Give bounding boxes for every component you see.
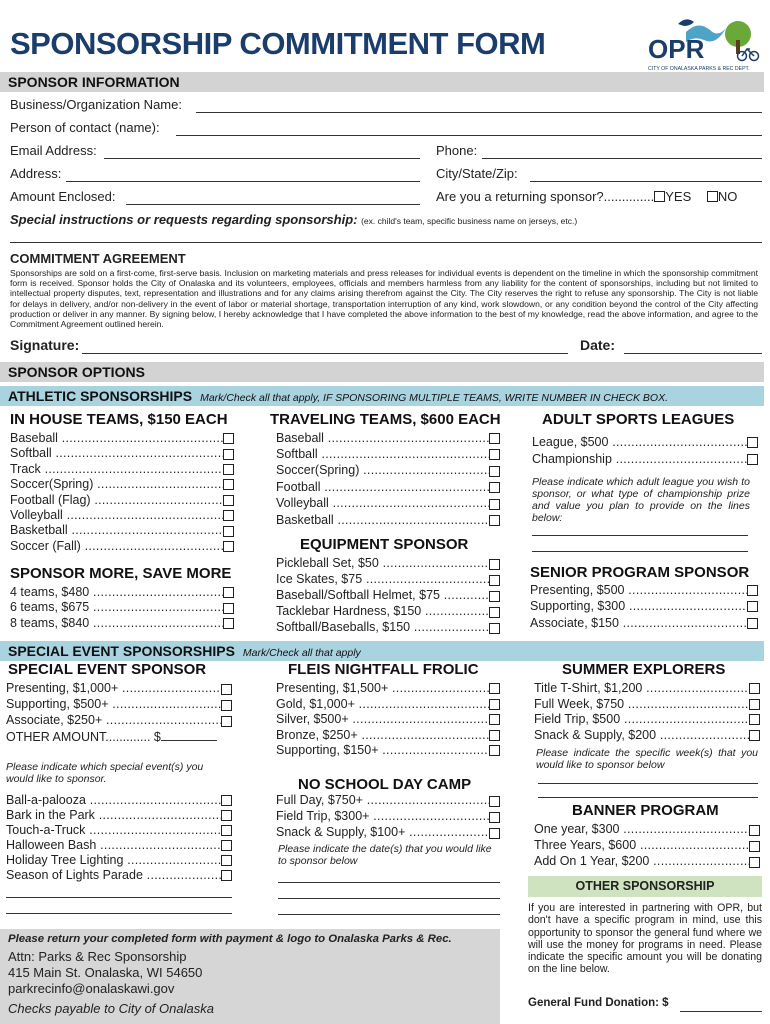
summer-line-1[interactable] <box>538 783 758 784</box>
adult-list <box>532 434 758 468</box>
checkbox[interactable] <box>489 730 500 741</box>
event-note: Please indicate which special event(s) you would like to sponsor. <box>6 761 204 785</box>
banner-title: BANNER PROGRAM <box>572 802 719 819</box>
no-checkbox[interactable] <box>707 191 718 202</box>
summer-fieldtrip[interactable]: Field Trip, $500 ..... <box>534 712 760 728</box>
inhouse-list <box>10 431 234 554</box>
checkbox[interactable] <box>489 575 500 586</box>
more-list <box>10 585 234 631</box>
checkbox[interactable] <box>221 870 232 881</box>
checkbox[interactable] <box>223 541 234 552</box>
general-fund-field[interactable] <box>680 1011 762 1012</box>
checkbox[interactable] <box>221 825 232 836</box>
checkbox[interactable] <box>221 716 232 727</box>
sponsor-options-header: SPONSOR OPTIONS <box>0 362 764 382</box>
checks-payable: Checks payable to City of Onalaska <box>8 1001 214 1016</box>
banner-list <box>534 822 760 870</box>
other-sponsorship-header: OTHER SPONSORSHIP <box>528 876 762 897</box>
senior-presenting[interactable]: Presenting, $500 ..... <box>530 582 758 599</box>
inhouse-soccer-spring[interactable]: Soccer(Spring) ..... <box>10 477 234 492</box>
more-title: SPONSOR MORE, SAVE MORE <box>10 565 232 582</box>
inhouse-title: IN HOUSE TEAMS, $150 EACH <box>10 411 228 428</box>
checkbox[interactable] <box>489 812 500 823</box>
checkbox[interactable] <box>489 745 500 756</box>
checkbox[interactable] <box>221 684 232 695</box>
summer-fullweek[interactable]: Full Week, $750 ..... <box>534 697 760 713</box>
special-header: SPECIAL EVENT SPONSORSHIPS Mark/Check all that apply <box>0 641 764 661</box>
agreement-header: COMMITMENT AGREEMENT <box>10 251 186 266</box>
email-field[interactable] <box>104 158 420 159</box>
email-label: Email Address: <box>10 143 97 158</box>
traveling-softball[interactable]: Softball ..... <box>276 446 500 463</box>
checkbox[interactable] <box>489 559 500 570</box>
fleis-gold[interactable]: Gold, $1,000+ ..... <box>276 697 500 713</box>
other-sponsorship-text: If you are interested in partnering with OPR, but don't have a specific program in mind, use this opportunity to sponsor the general fund where we will use the money for programs in need. Please indicate the specific amount you will be donating on the line below. <box>528 902 762 976</box>
phone-field[interactable] <box>482 158 762 159</box>
other-amount-field[interactable] <box>161 730 217 741</box>
checkbox[interactable] <box>223 479 234 490</box>
equipment-skates[interactable]: Ice Skates, $75 ..... <box>276 572 500 588</box>
event-halloween[interactable]: Halloween Bash ..... <box>6 838 232 853</box>
checkbox[interactable] <box>489 515 500 526</box>
checkbox[interactable] <box>749 857 760 868</box>
traveling-soccer[interactable]: Soccer(Spring) ..... <box>276 463 500 480</box>
return-email[interactable]: parkrecinfo@onalaskawi.gov <box>8 981 175 996</box>
banner-three-years[interactable]: Three Years, $600 ..... <box>534 838 760 854</box>
date-field[interactable] <box>624 353 762 354</box>
amount-field[interactable] <box>126 204 420 205</box>
fleis-supporting[interactable]: Supporting, $150+ ..... <box>276 743 500 759</box>
banner-one-year[interactable]: One year, $300 ..... <box>534 822 760 838</box>
address-field[interactable] <box>66 181 420 182</box>
signature-field[interactable] <box>82 353 568 354</box>
checkbox[interactable] <box>221 840 232 851</box>
checkbox[interactable] <box>221 700 232 711</box>
checkbox[interactable] <box>489 482 500 493</box>
inhouse-basketball[interactable]: Basketball ..... <box>10 523 234 538</box>
fleis-list <box>276 681 500 759</box>
checkbox[interactable] <box>489 828 500 839</box>
summer-title: SUMMER EXPLORERS <box>562 661 726 678</box>
fleis-presenting[interactable]: Presenting, $1,500+ ..... <box>276 681 500 697</box>
adult-note: Please indicate which adult league you wish to sponsor, or what type of championship prize and value you plan to provide on the lines below: <box>532 476 750 524</box>
contact-label: Person of contact (name): <box>10 120 160 135</box>
inhouse-soccer-fall[interactable]: Soccer (Fall) ..... <box>10 539 234 554</box>
adult-line-1[interactable] <box>532 535 748 536</box>
noschool-note: Please indicate the date(s) that you would like to sponsor below <box>278 843 492 867</box>
event-associate[interactable]: Associate, $250+ ..... <box>6 713 232 729</box>
checkbox[interactable] <box>749 683 760 694</box>
noschool-line-2[interactable] <box>278 898 500 899</box>
return-instructions: Please return your completed form with payment & logo to Onalaska Parks & Rec. <box>8 933 452 945</box>
return-box <box>0 929 500 1024</box>
summer-tshirt[interactable]: Title T-Shirt, $1,200 ..... <box>534 681 760 697</box>
event-touch-truck[interactable]: Touch-a-Truck ..... <box>6 823 232 838</box>
logo-text: OPR <box>648 34 705 64</box>
inhouse-softball[interactable]: Softball ..... <box>10 446 234 461</box>
business-field[interactable] <box>196 112 762 113</box>
equipment-balls[interactable]: Softball/Baseballs, $150 ..... <box>276 620 500 636</box>
checkbox[interactable] <box>223 510 234 521</box>
event-title: SPECIAL EVENT SPONSOR <box>8 661 207 678</box>
returning-label: Are you a returning sponsor?.............. YES NO <box>436 189 738 204</box>
page-title: SPONSORSHIP COMMITMENT FORM <box>10 26 546 61</box>
checkbox[interactable] <box>747 585 758 596</box>
event-bark[interactable]: Bark in the Park ..... <box>6 808 232 823</box>
more-6-teams[interactable]: 6 teams, $675 ..... <box>10 600 234 615</box>
event-line-2[interactable] <box>6 913 232 914</box>
checkbox[interactable] <box>489 623 500 634</box>
checkbox[interactable] <box>221 795 232 806</box>
event-line-1[interactable] <box>6 897 232 898</box>
noschool-snack[interactable]: Snack & Supply, $100+ ..... <box>276 825 500 841</box>
senior-associate[interactable]: Associate, $150 ..... <box>530 615 758 632</box>
noschool-fieldtrip[interactable]: Field Trip, $300+ ..... <box>276 809 500 825</box>
checkbox[interactable] <box>223 433 234 444</box>
equipment-pickleball[interactable]: Pickleball Set, $50 ..... <box>276 556 500 572</box>
checkbox[interactable] <box>489 683 500 694</box>
checkbox[interactable] <box>749 730 760 741</box>
inhouse-volleyball[interactable]: Volleyball ..... <box>10 508 234 523</box>
checkbox[interactable] <box>489 466 500 477</box>
general-fund-label: General Fund Donation: $ <box>528 997 669 1009</box>
senior-title: SENIOR PROGRAM SPONSOR <box>530 564 750 581</box>
noschool-line-3[interactable] <box>278 914 500 915</box>
checkbox[interactable] <box>489 796 500 807</box>
checkbox[interactable] <box>223 587 234 598</box>
noschool-fullday[interactable]: Full Day, $750+ ..... <box>276 793 500 809</box>
opr-logo <box>646 12 762 74</box>
checkbox[interactable] <box>489 433 500 444</box>
fleis-silver[interactable]: Silver, $500+ ..... <box>276 712 500 728</box>
contact-field[interactable] <box>176 135 762 136</box>
sponsor-info-header: SPONSOR INFORMATION <box>0 72 764 92</box>
business-label: Business/Organization Name: <box>10 97 182 112</box>
checkbox[interactable] <box>223 618 234 629</box>
logo-subtitle: CITY OF ONALASKA PARKS & REC DEPT. <box>648 66 750 72</box>
checkbox[interactable] <box>223 603 234 614</box>
traveling-list <box>276 431 500 529</box>
special-instructions: Special instructions or requests regarding sponsorship: (ex. child's team, specific business name on jerseys, etc.) <box>10 212 578 227</box>
return-attn: Attn: Parks & Rec Sponsorship <box>8 949 187 964</box>
agreement-text: Sponsorships are sold on a first-come, first-serve basis. Inclusion on marketing materials and press releases for individual events is dependent on the timeline in which the sponsorship commitment form is received. Sponsor holds the City of Onalaska and its volunteers, employees, officials and members harmless from any liability for the content of sponsorships, including but not limited to intellectual property disputes, text, representation and illustrations and for any claims arising therefrom against the City. The City reserves the right to refuse any sponsorship. The City is not liable for delays in delivery, and/or non-delivery in the event of labor or material shortage, transportation interruption of any kind, work slowdown, or any condition beyond the control of the City affecting production or deliver in any manner. By signing below, I hereby acknowledge that I have completed the above information to the best of my knowledge, read the above information, and agree to the Commitment Agreement outlined herein. <box>10 268 758 330</box>
event-supporting[interactable]: Supporting, $500+ ..... <box>6 697 232 713</box>
checkbox[interactable] <box>749 714 760 725</box>
senior-list <box>530 582 758 632</box>
inhouse-football[interactable]: Football (Flag) ..... <box>10 493 234 508</box>
banner-add-on[interactable]: Add On 1 Year, $200 ..... <box>534 854 760 870</box>
adult-line-2[interactable] <box>532 551 748 552</box>
fleis-title: FLEIS NIGHTFALL FROLIC <box>288 661 479 678</box>
athletic-header: ATHLETIC SPONSORSHIPS Mark/Check all that apply, IF SPONSORING MULTIPLE TEAMS, WRITE NUMBER IN CHECK BOX. <box>0 386 764 406</box>
checkbox[interactable] <box>747 601 758 612</box>
checkbox[interactable] <box>223 449 234 460</box>
checkbox[interactable] <box>489 449 500 460</box>
noschool-list <box>276 793 500 841</box>
summer-line-2[interactable] <box>538 797 758 798</box>
equipment-title: EQUIPMENT SPONSOR <box>300 536 469 553</box>
checkbox[interactable] <box>223 526 234 537</box>
signature-label: Signature: <box>10 337 80 353</box>
checkbox[interactable] <box>221 855 232 866</box>
adult-league[interactable]: League, $500 ..... <box>532 434 758 451</box>
checkbox[interactable] <box>747 618 758 629</box>
senior-supporting[interactable]: Supporting, $300 ..... <box>530 599 758 616</box>
checkbox[interactable] <box>489 699 500 710</box>
checkbox[interactable] <box>747 454 758 465</box>
summer-snack[interactable]: Snack & Supply, $200 ..... <box>534 728 760 744</box>
checkbox[interactable] <box>749 841 760 852</box>
noschool-line-1[interactable] <box>278 882 500 883</box>
checkbox[interactable] <box>223 464 234 475</box>
event-presenting[interactable]: Presenting, $1,000+ ..... <box>6 681 232 697</box>
equipment-list <box>276 556 500 636</box>
checkbox[interactable] <box>221 810 232 821</box>
equipment-tacklebar[interactable]: Tacklebar Hardness, $150 ..... <box>276 604 500 620</box>
event-list <box>6 681 232 745</box>
inhouse-track[interactable]: Track ..... <box>10 462 234 477</box>
traveling-baseball[interactable]: Baseball ..... <box>276 431 500 446</box>
events-list <box>6 793 232 883</box>
traveling-title: TRAVELING TEAMS, $600 EACH <box>270 411 501 428</box>
adult-title: ADULT SPORTS LEAGUES <box>542 411 735 428</box>
phone-label: Phone: <box>436 143 478 158</box>
fleis-bronze[interactable]: Bronze, $250+ ..... <box>276 728 500 744</box>
more-4-teams[interactable]: 4 teams, $480 ..... <box>10 585 234 600</box>
checkbox[interactable] <box>749 825 760 836</box>
return-address: 415 Main St. Onalaska, WI 54650 <box>8 965 203 980</box>
traveling-football[interactable]: Football ..... <box>276 479 500 496</box>
checkbox[interactable] <box>489 607 500 618</box>
checkbox[interactable] <box>223 495 234 506</box>
special-instructions-field[interactable] <box>10 242 762 243</box>
amount-label: Amount Enclosed: <box>10 189 116 204</box>
summer-note: Please indicate the specific week(s) that you would like to sponsor below <box>536 747 758 771</box>
adult-championship[interactable]: Championship ..... <box>532 451 758 468</box>
checkbox[interactable] <box>489 714 500 725</box>
event-ballapalooza[interactable]: Ball-a-palooza ..... <box>6 793 232 808</box>
event-other-amount[interactable]: OTHER AMOUNT............. $ <box>6 729 232 745</box>
noschool-title: NO SCHOOL DAY CAMP <box>298 776 472 793</box>
city-label: City/State/Zip: <box>436 166 518 181</box>
event-lights-parade[interactable]: Season of Lights Parade ..... <box>6 868 232 883</box>
city-field[interactable] <box>530 181 762 182</box>
traveling-volleyball[interactable]: Volleyball ..... <box>276 496 500 513</box>
yes-checkbox[interactable] <box>654 191 665 202</box>
more-8-teams[interactable]: 8 teams, $840 ..... <box>10 616 234 631</box>
equipment-helmet[interactable]: Baseball/Softball Helmet, $75 ..... <box>276 588 500 604</box>
inhouse-baseball[interactable]: Baseball ..... <box>10 431 234 446</box>
summer-list <box>534 681 760 743</box>
address-label: Address: <box>10 166 62 181</box>
checkbox[interactable] <box>489 499 500 510</box>
checkbox[interactable] <box>747 437 758 448</box>
checkbox[interactable] <box>749 699 760 710</box>
event-tree-lighting[interactable]: Holiday Tree Lighting ..... <box>6 853 232 868</box>
date-label: Date: <box>580 337 616 353</box>
checkbox[interactable] <box>489 591 500 602</box>
traveling-basketball[interactable]: Basketball ..... <box>276 512 500 529</box>
